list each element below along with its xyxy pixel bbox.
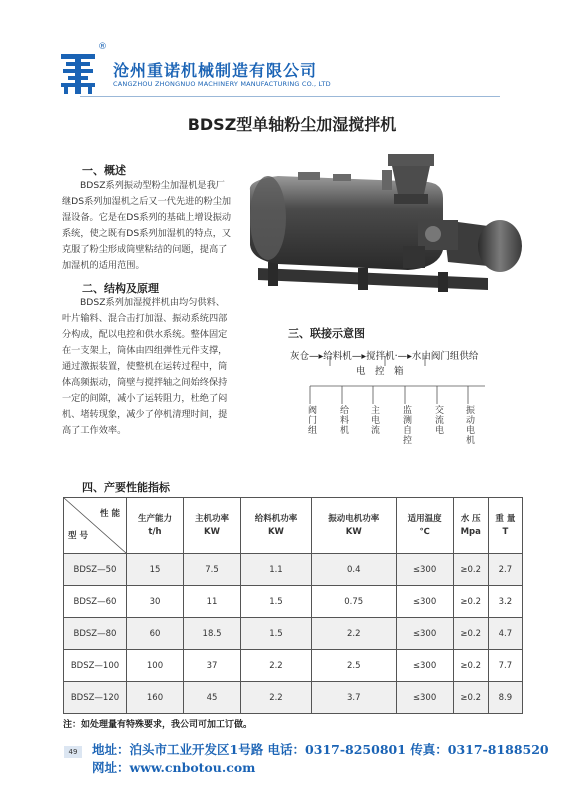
cell: 45	[184, 682, 241, 714]
cell: 15	[127, 554, 184, 586]
cell: ≥0.2	[453, 618, 488, 650]
col-header-name: 生产能力	[138, 513, 173, 524]
col-header	[396, 498, 453, 554]
cell: 160	[127, 682, 184, 714]
performance-table	[63, 497, 523, 714]
flow-arrow: —▸	[351, 351, 367, 362]
page-number: 49	[64, 746, 82, 758]
flow-node-ash-bin: 灰仓	[290, 351, 310, 362]
cell: ≥0.2	[453, 650, 488, 682]
overview-line: 继DS系列加湿机之后又一代先进的粉尘加	[62, 196, 232, 207]
cell: 1.5	[241, 618, 312, 650]
col-header	[488, 498, 522, 554]
structure-text	[62, 295, 242, 439]
col-header-name: 主机功率	[195, 513, 230, 524]
table-header-row	[64, 498, 523, 554]
cell: 2.2	[311, 618, 396, 650]
structure-line: BDSZ系列加湿搅拌机由均匀供料、	[80, 297, 225, 308]
flow-node-feeder: 给料机	[323, 351, 352, 362]
cell: ≥0.2	[453, 586, 488, 618]
structure-line: 一定的间隙，减小了运转阻力，杜绝了闷	[62, 393, 228, 404]
registered-mark: ®	[98, 42, 107, 52]
footnote: 注：如处理量有特殊要求，我公司可加工订做。	[63, 720, 253, 730]
col-header	[127, 498, 184, 554]
cell: 8.9	[488, 682, 522, 714]
contact-website: 网址：www.cnbotou.com	[92, 760, 256, 775]
cell: ≤300	[396, 682, 453, 714]
cell: 37	[184, 650, 241, 682]
cell-model: BDSZ—50	[64, 554, 127, 586]
cell: 1.1	[241, 554, 312, 586]
cell: 2.2	[241, 682, 312, 714]
col-header-name: 给料机功率	[254, 513, 298, 524]
cell: ≤300	[396, 554, 453, 586]
structure-line: 通过激振装置，使整机在运转过程中，筒	[62, 361, 228, 372]
flow-arrow: ·—▸	[394, 351, 412, 362]
cell: 0.4	[311, 554, 396, 586]
cell: 60	[127, 618, 184, 650]
cell-model: BDSZ—120	[64, 682, 127, 714]
cell-model: BDSZ—60	[64, 586, 127, 618]
col-header-unit: T	[502, 526, 509, 537]
cell: 3.2	[488, 586, 522, 618]
corner-label-bottom: 型 号	[68, 531, 88, 541]
cell: 11	[184, 586, 241, 618]
cell: 2.7	[488, 554, 522, 586]
structure-line: 叶片输料、混合击打加湿、振动系统四部	[62, 313, 228, 324]
overview-text	[62, 178, 242, 274]
col-header-unit: KW	[267, 526, 284, 537]
overview-line: BDSZ系列振动型粉尘加湿机是我厂	[80, 180, 225, 191]
cell: 18.5	[184, 618, 241, 650]
col-header-name: 振动电机功率	[328, 513, 380, 524]
overview-line: 湿设备。它是在DS系列的基础上增设振动	[62, 212, 232, 223]
cell: 7.7	[488, 650, 522, 682]
col-header-unit: ℃	[419, 526, 430, 537]
cell: 100	[127, 650, 184, 682]
overview-line: 克服了粉尘形成筒壁粘结的问题，提高了	[62, 244, 228, 255]
cell: 30	[127, 586, 184, 618]
connection-heading: 三、联接示意图	[288, 327, 365, 340]
component-main-current: 主电流	[369, 405, 379, 435]
cell: ≥0.2	[453, 554, 488, 586]
page-title: BDSZ型单轴粉尘加湿搅拌机	[187, 115, 397, 134]
performance-heading: 四、产要性能指标	[82, 481, 170, 494]
col-header-name: 重 量	[495, 513, 516, 524]
col-header-unit: KW	[345, 526, 362, 537]
cell: 0.75	[311, 586, 396, 618]
component-feeder: 给料机	[338, 405, 348, 435]
cell: ≤300	[396, 650, 453, 682]
cell: 7.5	[184, 554, 241, 586]
cell: 4.7	[488, 618, 522, 650]
cell: 2.5	[311, 650, 396, 682]
cell: ≥0.2	[453, 682, 488, 714]
cell: 3.7	[311, 682, 396, 714]
col-header	[453, 498, 488, 554]
structure-line: 在一支架上，筒体由四组弹性元件支撑，	[62, 345, 228, 356]
cell-model: BDSZ—80	[64, 618, 127, 650]
col-header	[241, 498, 312, 554]
cell: ≤300	[396, 618, 453, 650]
table-corner-cell	[64, 498, 127, 554]
table-row	[64, 586, 523, 618]
col-header-unit: Mpa	[460, 526, 481, 537]
header-divider	[80, 96, 500, 97]
col-header	[311, 498, 396, 554]
company-name-cn: 沧州重诺机械制造有限公司	[113, 61, 318, 80]
flow-arrow: —▸	[309, 351, 324, 362]
col-header-name: 水 压	[460, 513, 481, 524]
company-name-en: CANGZHOU ZHONGNUO MACHINERY MANUFACTURING CO., LTD	[113, 80, 331, 88]
cell: 1.5	[241, 586, 312, 618]
structure-line: 机、堵转现象，减少了停机清理时间，提	[62, 409, 228, 420]
cell: 2.2	[241, 650, 312, 682]
structure-heading: 二、结构及原理	[82, 282, 159, 295]
component-ac-power: 交流电	[433, 405, 443, 435]
table-row	[64, 650, 523, 682]
cell-model: BDSZ—100	[64, 650, 127, 682]
corner-diagonal	[64, 498, 126, 553]
table-row	[64, 682, 523, 714]
flow-node-water-valve: 水由阀门组供给	[411, 351, 479, 362]
structure-line: 体高频振动，筒壁与搅拌轴之间始终保持	[62, 377, 228, 388]
overview-heading: 一、概述	[82, 164, 126, 177]
control-box: 电 控 箱	[356, 366, 404, 377]
col-header-name: 适用温度	[407, 513, 442, 524]
col-header-unit: KW	[204, 526, 220, 537]
overview-line: 加湿机的适用范围。	[62, 260, 145, 271]
corner-label-top: 性 能	[100, 509, 120, 519]
overview-line: 系统，使之既有DS系列加湿机的特点，又	[62, 228, 232, 239]
structure-line: 高了工作效率。	[62, 425, 127, 436]
table-row	[64, 554, 523, 586]
connection-lines	[300, 356, 510, 406]
contact-address: 地址：泊头市工业开发区1号路 电话：0317-8250801 传真：0317-8188520	[92, 742, 549, 757]
col-header	[184, 498, 241, 554]
component-monitor-control: 监测自控	[401, 405, 411, 445]
cell: ≤300	[396, 586, 453, 618]
company-logo	[58, 50, 98, 96]
table-row	[64, 618, 523, 650]
component-valve-group: 阀门组	[306, 405, 316, 435]
structure-line: 分构成，配以电控和供水系统。整体固定	[62, 329, 228, 340]
component-vibration-motor: 振动电机	[464, 405, 474, 445]
col-header-unit: t/h	[148, 526, 162, 537]
machine-image	[238, 150, 528, 305]
flow-node-mixer: 搅拌机	[366, 351, 395, 362]
